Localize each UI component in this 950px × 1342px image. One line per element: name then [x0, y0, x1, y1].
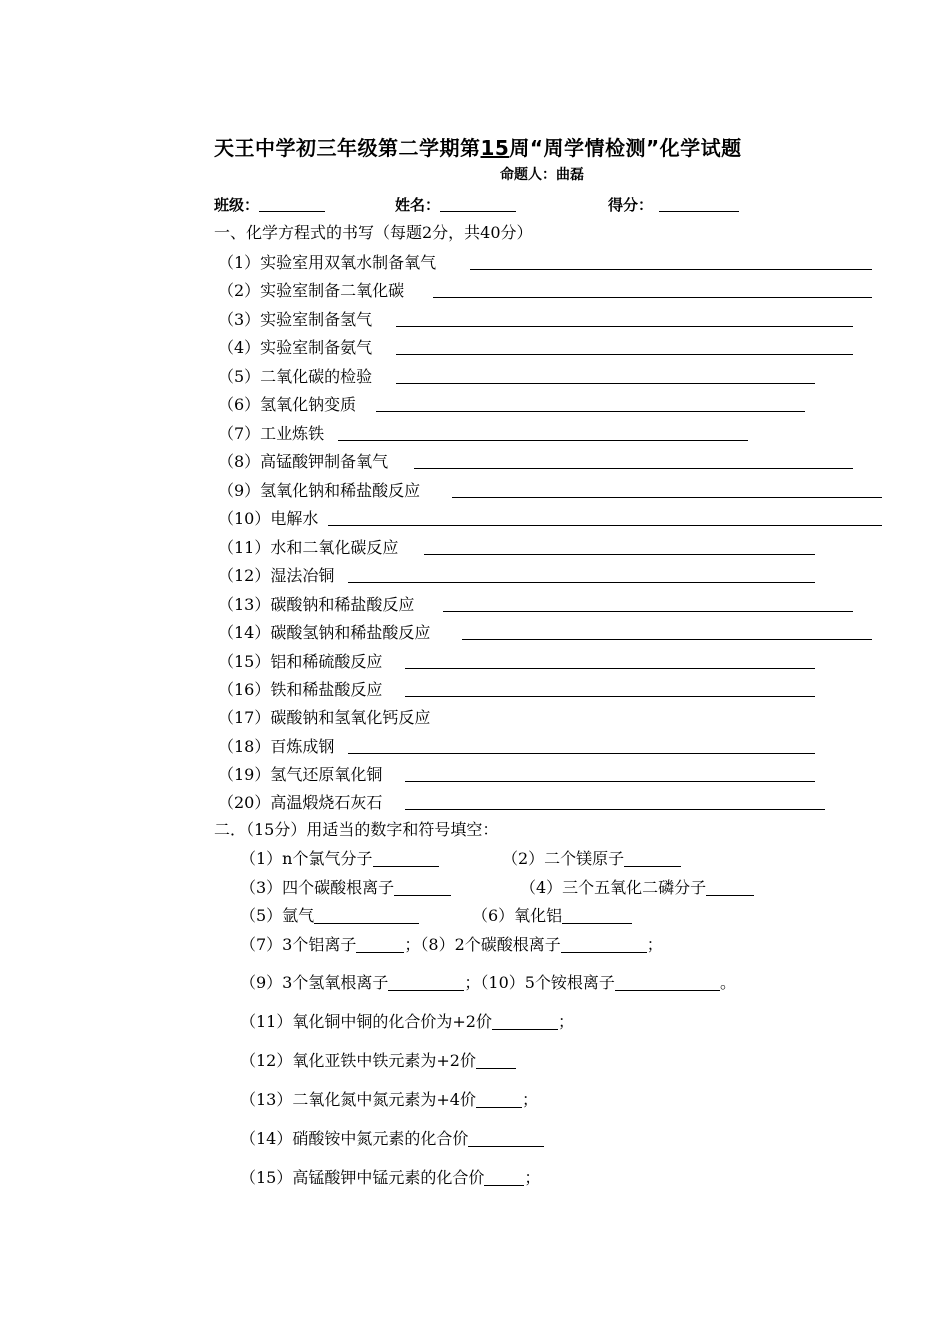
answer-blank[interactable] — [388, 974, 464, 991]
section1-title: 一、化学方程式的书写（每题2分，共40分） — [214, 223, 533, 242]
equation-question: （9）氢氧化钠和稀盐酸反应 — [218, 478, 420, 500]
equation-question: （6）氢氧化钠变质 — [218, 392, 356, 414]
answer-blank[interactable] — [484, 1169, 524, 1186]
fill-row: （9）3个氢氧根离子 ；（10）5个铵根离子 。 — [240, 973, 736, 992]
equation-question: （19）氢气还原氧化铜 — [218, 762, 382, 784]
answer-blank[interactable] — [561, 936, 647, 953]
title-week-number: 15 — [480, 136, 510, 160]
page-title — [214, 132, 814, 161]
equation-question: （18）百炼成钢 — [218, 734, 334, 756]
answer-blank[interactable] — [394, 879, 451, 896]
fill-row: （7）3个铝离子 ；（8）2个碳酸根离子 ； — [240, 935, 663, 954]
answer-line[interactable] — [470, 269, 872, 270]
answer-blank[interactable] — [624, 850, 681, 867]
answer-blank[interactable] — [314, 907, 419, 924]
score-blank[interactable] — [659, 196, 739, 212]
score-label: 得分： — [608, 196, 654, 214]
answer-blank[interactable] — [468, 1130, 544, 1147]
answer-blank[interactable] — [615, 974, 720, 991]
title-suffix: 周“周学情检测”化学试题 — [509, 136, 742, 160]
answer-line[interactable] — [396, 354, 853, 355]
class-field — [214, 194, 325, 215]
answer-line[interactable] — [376, 411, 805, 412]
section2-title: 二．（15分）用适当的数字和符号填空： — [214, 820, 499, 839]
answer-blank[interactable] — [562, 907, 632, 924]
answer-line[interactable] — [462, 639, 872, 640]
equation-question: （8）高锰酸钾制备氧气 — [218, 449, 388, 471]
equation-question: （1）实验室用双氧水制备氧气 — [218, 250, 436, 272]
fill-row: （11）氧化铜中铜的化合价为+2价 ； — [240, 1012, 574, 1031]
fill-row: （15）高锰酸钾中锰元素的化合价 ； — [240, 1168, 541, 1187]
fill-row: （3）四个碳酸根离子 （4）三个五氧化二磷分子 — [240, 875, 754, 898]
answer-line[interactable] — [328, 525, 882, 526]
answer-blank[interactable] — [356, 936, 404, 953]
equation-question: （20）高温煅烧石灰石 — [218, 790, 382, 812]
answer-blank[interactable] — [476, 1052, 516, 1069]
answer-line[interactable] — [396, 383, 815, 384]
answer-line[interactable] — [348, 582, 815, 583]
equation-question: （3）实验室制备氢气 — [218, 307, 372, 329]
fill-row: （5）氩气 （6）氧化铝 — [240, 903, 632, 926]
answer-line[interactable] — [405, 809, 825, 810]
equation-question: （17）碳酸钠和氢氧化钙反应 — [218, 708, 431, 727]
fill-row: （12）氧化亚铁中铁元素为+2价 — [240, 1048, 516, 1071]
answer-line[interactable] — [396, 326, 853, 327]
fill-row: （1）n个氯气分子 （2）二个镁原子 — [240, 846, 681, 869]
answer-line[interactable] — [424, 554, 815, 555]
equation-question: （12）湿法冶铜 — [218, 563, 334, 585]
answer-line[interactable] — [452, 497, 882, 498]
answer-line[interactable] — [348, 753, 815, 754]
answer-blank[interactable] — [373, 850, 439, 867]
equation-question: （7）工业炼铁 — [218, 421, 324, 443]
equation-question: （5）二氧化碳的检验 — [218, 364, 372, 386]
equation-question: （13）碳酸钠和稀盐酸反应 — [218, 592, 414, 614]
name-blank[interactable] — [440, 196, 516, 212]
name-label: 姓名： — [395, 196, 441, 214]
answer-blank[interactable] — [476, 1091, 522, 1108]
equation-question: （14）碳酸氢钠和稀盐酸反应 — [218, 620, 430, 642]
fill-row: （14）硝酸铵中氮元素的化合价 — [240, 1126, 544, 1149]
equation-question: （2）实验室制备二氧化碳 — [218, 278, 404, 300]
fill-row: （13）二氧化氮中氮元素为+4价 ； — [240, 1090, 538, 1109]
answer-line[interactable] — [443, 611, 853, 612]
answer-line[interactable] — [405, 696, 815, 697]
answer-line[interactable] — [405, 781, 815, 782]
title-prefix: 天王中学初三年级第二学期第 — [214, 136, 481, 160]
equation-question: （15）铝和稀硫酸反应 — [218, 649, 382, 671]
equation-question: （4）实验室制备氨气 — [218, 335, 372, 357]
answer-blank[interactable] — [706, 879, 754, 896]
name-field — [395, 194, 516, 215]
score-field — [608, 194, 739, 215]
answer-blank[interactable] — [492, 1013, 558, 1030]
answer-line[interactable] — [414, 468, 853, 469]
author: 命题人：曲磊 — [500, 167, 584, 183]
answer-line[interactable] — [433, 297, 872, 298]
equation-question: （16）铁和稀盐酸反应 — [218, 677, 382, 699]
equation-question: （11）水和二氧化碳反应 — [218, 535, 398, 557]
answer-line[interactable] — [405, 668, 815, 669]
class-blank[interactable] — [259, 196, 325, 212]
equation-question: （10）电解水 — [218, 506, 318, 528]
answer-line[interactable] — [338, 440, 748, 441]
class-label: 班级： — [214, 196, 260, 214]
